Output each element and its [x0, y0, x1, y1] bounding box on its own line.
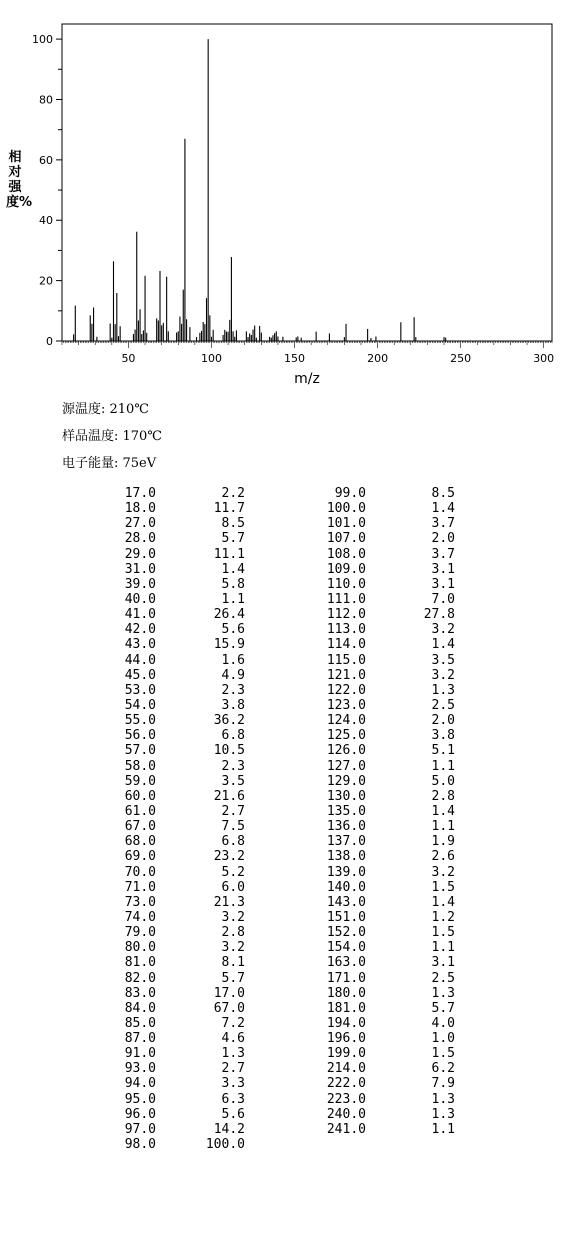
- abundance-value: 1.1: [431, 819, 455, 835]
- abundance-value: 23.2: [213, 849, 245, 865]
- table-row: [310, 531, 455, 547]
- mz-value: 82.0: [124, 970, 156, 986]
- abundance-value: 21.6: [213, 788, 245, 804]
- table-row: [100, 803, 245, 819]
- abundance-value: 36.2: [213, 713, 245, 729]
- mz-value: 56.0: [124, 728, 156, 744]
- table-row: [100, 501, 245, 517]
- abundance-value: 11.1: [213, 546, 245, 562]
- mz-value: 107.0: [326, 531, 366, 547]
- mz-value: 139.0: [326, 864, 366, 880]
- abundance-value: 7.2: [221, 1015, 245, 1031]
- mass-spectrum-chart: [0, 0, 570, 395]
- abundance-value: 1.1: [431, 940, 455, 956]
- abundance-value: 3.2: [431, 622, 455, 638]
- mz-value: 74.0: [124, 909, 156, 925]
- electron-energy: 电子能量: 75eV: [62, 456, 157, 471]
- mz-value: 68.0: [124, 834, 156, 850]
- mz-value: 53.0: [124, 682, 156, 698]
- plot-frame: [62, 24, 552, 341]
- mz-value: 71.0: [124, 879, 156, 895]
- mz-value: 180.0: [326, 985, 366, 1001]
- mz-value: 127.0: [326, 758, 366, 774]
- abundance-value: 3.2: [431, 864, 455, 880]
- abundance-value: 7.5: [221, 819, 245, 835]
- table-row: [100, 879, 245, 895]
- x-tick-label: 200: [367, 352, 389, 365]
- table-row: [100, 713, 245, 729]
- table-row: [100, 940, 245, 956]
- table-row: [100, 531, 245, 547]
- table-row: [100, 516, 245, 532]
- abundance-value: 1.1: [431, 1121, 455, 1137]
- mz-value: 140.0: [326, 879, 366, 895]
- mz-value: 54.0: [124, 697, 156, 713]
- table-row: [310, 940, 455, 956]
- table-row: [310, 637, 455, 653]
- abundance-value: 3.2: [221, 940, 245, 956]
- table-row: [310, 546, 455, 562]
- abundance-value: 2.2: [221, 486, 245, 501]
- abundance-value: 1.1: [431, 758, 455, 774]
- x-tick-label: 150: [284, 352, 306, 365]
- table-row: [310, 501, 455, 517]
- mz-value: 110.0: [326, 576, 366, 592]
- mz-value: 199.0: [326, 1046, 366, 1062]
- mz-value: 17.0: [124, 486, 156, 501]
- mz-value: 111.0: [326, 591, 366, 607]
- abundance-value: 6.8: [221, 834, 245, 850]
- abundance-value: 2.0: [431, 713, 455, 729]
- table-row: [100, 955, 245, 971]
- abundance-value: 6.2: [431, 1061, 455, 1077]
- mz-value: 214.0: [326, 1061, 366, 1077]
- mz-value: 152.0: [326, 925, 366, 941]
- abundance-value: 4.0: [431, 1015, 455, 1031]
- table-row: [100, 909, 245, 925]
- abundance-value: 5.6: [221, 622, 245, 638]
- abundance-value: 1.2: [431, 909, 455, 925]
- mz-value: 61.0: [124, 803, 156, 819]
- table-row: [100, 970, 245, 986]
- abundance-value: 2.5: [431, 697, 455, 713]
- table-row: [100, 1076, 245, 1092]
- abundance-value: 3.1: [431, 576, 455, 592]
- mz-value: 126.0: [326, 743, 366, 759]
- table-row: [100, 1000, 245, 1016]
- table-row: [310, 652, 455, 668]
- table-row: [310, 1076, 455, 1092]
- mz-value: 73.0: [124, 894, 156, 910]
- peak-table-right-column: [310, 486, 455, 1137]
- abundance-value: 3.2: [221, 909, 245, 925]
- table-row: [100, 864, 245, 880]
- mz-value: 124.0: [326, 713, 366, 729]
- abundance-value: 1.4: [221, 561, 245, 577]
- mz-value: 67.0: [124, 819, 156, 835]
- mz-value: 241.0: [326, 1121, 366, 1137]
- table-row: [310, 758, 455, 774]
- abundance-value: 5.7: [221, 970, 245, 986]
- abundance-value: 100.0: [205, 1137, 245, 1153]
- table-row: [100, 682, 245, 698]
- abundance-value: 3.8: [221, 697, 245, 713]
- mz-value: 138.0: [326, 849, 366, 865]
- abundance-value: 3.7: [431, 516, 455, 532]
- abundance-value: 6.3: [221, 1091, 245, 1107]
- abundance-value: 3.7: [431, 546, 455, 562]
- abundance-value: 11.7: [213, 501, 245, 517]
- mz-value: 154.0: [326, 940, 366, 956]
- abundance-value: 3.2: [431, 667, 455, 683]
- mz-value: 95.0: [124, 1091, 156, 1107]
- abundance-value: 67.0: [213, 1000, 245, 1016]
- table-row: [310, 607, 455, 623]
- table-row: [310, 591, 455, 607]
- mz-value: 151.0: [326, 909, 366, 925]
- abundance-value: 3.1: [431, 561, 455, 577]
- y-tick-label: 100: [32, 33, 53, 47]
- table-row: [100, 1106, 245, 1122]
- abundance-value: 2.3: [221, 758, 245, 774]
- table-row: [310, 1091, 455, 1107]
- mz-value: 222.0: [326, 1076, 366, 1092]
- mz-value: 85.0: [124, 1015, 156, 1031]
- table-row: [100, 788, 245, 804]
- table-row: [100, 1046, 245, 1062]
- table-row: [310, 1046, 455, 1062]
- abundance-value: 4.6: [221, 1031, 245, 1047]
- mz-value: 181.0: [326, 1000, 366, 1016]
- abundance-value: 1.5: [431, 879, 455, 895]
- abundance-value: 21.3: [213, 894, 245, 910]
- table-row: [100, 819, 245, 835]
- y-tick-label: 0: [46, 335, 53, 348]
- table-row: [100, 1121, 245, 1137]
- mz-value: 100.0: [326, 501, 366, 517]
- table-row: [310, 1106, 455, 1122]
- table-row: [310, 622, 455, 638]
- table-row: [310, 682, 455, 698]
- table-row: [100, 576, 245, 592]
- spectrum-peaks: [74, 39, 446, 341]
- table-row: [310, 697, 455, 713]
- abundance-value: 17.0: [213, 985, 245, 1001]
- mz-value: 81.0: [124, 955, 156, 971]
- mz-value: 109.0: [326, 561, 366, 577]
- abundance-value: 1.9: [431, 834, 455, 850]
- mz-value: 125.0: [326, 728, 366, 744]
- mz-value: 80.0: [124, 940, 156, 956]
- table-row: [100, 1137, 245, 1153]
- abundance-value: 2.8: [221, 925, 245, 941]
- table-row: [100, 697, 245, 713]
- x-tick-label: 250: [450, 352, 472, 365]
- mz-value: 41.0: [124, 607, 156, 623]
- mz-value: 143.0: [326, 894, 366, 910]
- table-row: [100, 985, 245, 1001]
- table-row: [100, 1091, 245, 1107]
- peak-table-left-column: [100, 486, 245, 1153]
- table-row: [310, 819, 455, 835]
- table-row: [100, 925, 245, 941]
- table-row: [100, 667, 245, 683]
- mz-value: 87.0: [124, 1031, 156, 1047]
- abundance-value: 5.7: [221, 531, 245, 547]
- abundance-value: 8.5: [221, 516, 245, 532]
- y-tick-label: 40: [39, 214, 53, 228]
- mz-value: 130.0: [326, 788, 366, 804]
- table-row: [100, 743, 245, 759]
- mz-value: 122.0: [326, 682, 366, 698]
- mz-value: 43.0: [124, 637, 156, 653]
- abundance-value: 3.1: [431, 955, 455, 971]
- mz-value: 97.0: [124, 1121, 156, 1137]
- abundance-value: 5.8: [221, 576, 245, 592]
- mz-value: 121.0: [326, 667, 366, 683]
- table-row: [310, 1061, 455, 1077]
- table-row: [310, 788, 455, 804]
- mz-value: 18.0: [124, 501, 156, 517]
- abundance-value: 5.6: [221, 1106, 245, 1122]
- table-row: [310, 1000, 455, 1016]
- y-axis: [32, 33, 62, 348]
- abundance-value: 8.5: [431, 486, 455, 501]
- y-tick-label: 80: [39, 93, 53, 107]
- table-row: [100, 1031, 245, 1047]
- y-tick-label: 60: [39, 153, 53, 167]
- table-row: [310, 834, 455, 850]
- mz-value: 84.0: [124, 1000, 156, 1016]
- mz-value: 135.0: [326, 803, 366, 819]
- table-row: [310, 864, 455, 880]
- table-row: [310, 1031, 455, 1047]
- abundance-value: 1.4: [431, 803, 455, 819]
- abundance-value: 2.3: [221, 682, 245, 698]
- mz-value: 69.0: [124, 849, 156, 865]
- abundance-value: 26.4: [213, 607, 245, 623]
- table-row: [310, 970, 455, 986]
- abundance-value: 7.0: [431, 591, 455, 607]
- mz-value: 59.0: [124, 773, 156, 789]
- sample-temperature: 样品温度: 170℃: [62, 429, 162, 444]
- abundance-value: 27.8: [423, 607, 455, 623]
- y-tick-label: 20: [39, 274, 53, 288]
- mz-value: 42.0: [124, 622, 156, 638]
- mz-value: 114.0: [326, 637, 366, 653]
- table-row: [310, 713, 455, 729]
- mz-value: 60.0: [124, 788, 156, 804]
- table-row: [100, 561, 245, 577]
- abundance-value: 1.1: [221, 591, 245, 607]
- source-temperature: 源温度: 210℃: [62, 402, 149, 417]
- abundance-value: 5.7: [431, 1000, 455, 1016]
- abundance-value: 3.5: [431, 652, 455, 668]
- table-row: [100, 1015, 245, 1031]
- abundance-value: 2.7: [221, 803, 245, 819]
- x-tick-label: 100: [200, 352, 222, 365]
- abundance-value: 3.3: [221, 1076, 245, 1092]
- mz-value: 55.0: [124, 713, 156, 729]
- mz-value: 196.0: [326, 1031, 366, 1047]
- abundance-value: 1.3: [431, 985, 455, 1001]
- table-row: [310, 728, 455, 744]
- mz-value: 171.0: [326, 970, 366, 986]
- abundance-value: 3.8: [431, 728, 455, 744]
- y-axis-label: 相对强度%: [6, 150, 33, 210]
- mz-value: 163.0: [326, 955, 366, 971]
- mz-value: 31.0: [124, 561, 156, 577]
- mz-value: 58.0: [124, 758, 156, 774]
- x-axis-label: m/z: [294, 371, 320, 387]
- abundance-value: 1.6: [221, 652, 245, 668]
- x-tick-label: 300: [533, 352, 555, 365]
- mz-value: 93.0: [124, 1061, 156, 1077]
- table-row: [310, 894, 455, 910]
- mz-value: 101.0: [326, 516, 366, 532]
- table-row: [310, 985, 455, 1001]
- table-row: [310, 909, 455, 925]
- abundance-value: 5.0: [431, 773, 455, 789]
- table-row: [100, 622, 245, 638]
- abundance-value: 3.5: [221, 773, 245, 789]
- abundance-value: 2.0: [431, 531, 455, 547]
- table-row: [100, 773, 245, 789]
- table-row: [310, 516, 455, 532]
- abundance-value: 6.0: [221, 879, 245, 895]
- mz-value: 94.0: [124, 1076, 156, 1092]
- mz-value: 57.0: [124, 743, 156, 759]
- abundance-value: 1.5: [431, 925, 455, 941]
- table-row: [100, 652, 245, 668]
- abundance-value: 7.9: [431, 1076, 455, 1092]
- mz-value: 28.0: [124, 531, 156, 547]
- abundance-value: 1.4: [431, 501, 455, 517]
- mz-value: 223.0: [326, 1091, 366, 1107]
- table-row: [310, 486, 455, 501]
- mz-value: 91.0: [124, 1046, 156, 1062]
- table-row: [100, 894, 245, 910]
- abundance-value: 10.5: [213, 743, 245, 759]
- abundance-value: 15.9: [213, 637, 245, 653]
- abundance-value: 2.5: [431, 970, 455, 986]
- mz-value: 240.0: [326, 1106, 366, 1122]
- abundance-value: 1.3: [221, 1046, 245, 1062]
- mz-value: 98.0: [124, 1137, 156, 1153]
- table-row: [100, 546, 245, 562]
- abundance-value: 5.2: [221, 864, 245, 880]
- abundance-value: 6.8: [221, 728, 245, 744]
- table-row: [310, 803, 455, 819]
- table-row: [100, 591, 245, 607]
- mz-value: 96.0: [124, 1106, 156, 1122]
- table-row: [100, 637, 245, 653]
- abundance-value: 1.0: [431, 1031, 455, 1047]
- x-tick-label: 50: [121, 352, 136, 365]
- x-axis: [62, 341, 554, 365]
- mz-value: 29.0: [124, 546, 156, 562]
- table-row: [100, 849, 245, 865]
- abundance-value: 2.7: [221, 1061, 245, 1077]
- mz-value: 70.0: [124, 864, 156, 880]
- mz-value: 79.0: [124, 925, 156, 941]
- abundance-value: 1.3: [431, 1106, 455, 1122]
- table-row: [310, 576, 455, 592]
- abundance-value: 5.1: [431, 743, 455, 759]
- abundance-value: 4.9: [221, 667, 245, 683]
- abundance-value: 14.2: [213, 1121, 245, 1137]
- table-row: [310, 879, 455, 895]
- mz-value: 115.0: [326, 652, 366, 668]
- table-row: [310, 561, 455, 577]
- mz-value: 40.0: [124, 591, 156, 607]
- table-row: [310, 743, 455, 759]
- mz-value: 108.0: [326, 546, 366, 562]
- abundance-value: 1.4: [431, 637, 455, 653]
- table-row: [100, 728, 245, 744]
- table-row: [310, 955, 455, 971]
- abundance-value: 1.3: [431, 1091, 455, 1107]
- mz-value: 83.0: [124, 985, 156, 1001]
- table-row: [100, 758, 245, 774]
- table-row: [100, 486, 245, 501]
- table-row: [310, 773, 455, 789]
- table-row: [100, 834, 245, 850]
- table-row: [310, 667, 455, 683]
- mz-value: 45.0: [124, 667, 156, 683]
- abundance-value: 2.8: [431, 788, 455, 804]
- mz-value: 44.0: [124, 652, 156, 668]
- abundance-value: 1.4: [431, 894, 455, 910]
- table-row: [310, 925, 455, 941]
- mz-value: 194.0: [326, 1015, 366, 1031]
- abundance-value: 1.5: [431, 1046, 455, 1062]
- table-row: [100, 1061, 245, 1077]
- mz-value: 112.0: [326, 607, 366, 623]
- mz-value: 123.0: [326, 697, 366, 713]
- table-row: [310, 1015, 455, 1031]
- mz-value: 136.0: [326, 819, 366, 835]
- mz-value: 137.0: [326, 834, 366, 850]
- mz-value: 27.0: [124, 516, 156, 532]
- mz-value: 129.0: [326, 773, 366, 789]
- mz-value: 113.0: [326, 622, 366, 638]
- abundance-value: 8.1: [221, 955, 245, 971]
- abundance-value: 1.3: [431, 682, 455, 698]
- mz-value: 39.0: [124, 576, 156, 592]
- table-row: [310, 849, 455, 865]
- table-row: [310, 1121, 455, 1137]
- table-row: [100, 607, 245, 623]
- abundance-value: 2.6: [431, 849, 455, 865]
- mz-value: 99.0: [334, 486, 366, 501]
